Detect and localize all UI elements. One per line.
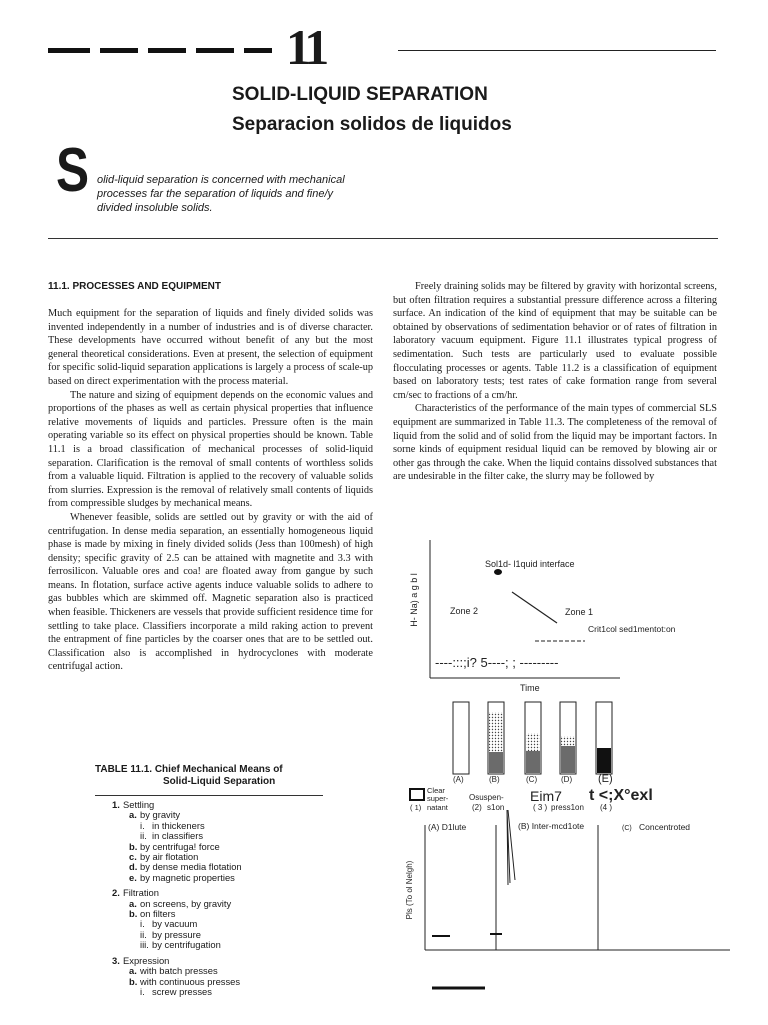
table-item-label: b. — [129, 975, 138, 987]
table-item-text: in classifiers — [152, 830, 204, 842]
table-item-label: i. — [140, 819, 145, 831]
table-item-text: by air flotation — [140, 851, 199, 863]
cylinder-label-d: (D) — [561, 775, 573, 784]
left-column — [48, 307, 373, 674]
table-item-label: 3. — [112, 954, 120, 966]
chapter-subtitle: Separacion solidos de liquidos — [232, 114, 512, 135]
intro-rule — [48, 238, 718, 239]
table-item-text: Expression — [123, 954, 170, 966]
table-item-text: on screens, by gravity — [140, 897, 232, 909]
table-item-text: in thickeners — [152, 819, 205, 831]
table-item-label: b. — [129, 908, 138, 920]
table-item — [112, 940, 312, 950]
cylinder-b-sediment — [489, 752, 503, 773]
panel-c-label: Concentroted — [639, 822, 691, 832]
table-item-label: c. — [129, 851, 137, 863]
top-plot-ylabel: H- Na) a g b l — [409, 573, 419, 627]
table-list — [112, 800, 312, 997]
table-item-label: i. — [140, 918, 145, 930]
paragraph: Much equipment for the separation of liquids and finely divided solids was invented independently in a number of industries and is of diverse character. These developments have occurred without benefit of any but the most general theoretical considerations. Even at present, the selection of equipment for specific solid-liquid separation applications is largely a process of scale-up based on direct experimentation with the process material. — [48, 308, 373, 387]
table-item-text: by magnetic properties — [140, 871, 235, 883]
header-dash — [148, 48, 186, 53]
section-heading: 11.1. PROCESSES AND EQUIPMENT — [48, 281, 222, 292]
top-plot-xlabel: Time — [520, 683, 540, 693]
table-item-text: by gravity — [140, 809, 181, 821]
legend-3b: press1on — [551, 803, 584, 812]
cylinder-c-sediment — [526, 751, 540, 773]
figure-svg — [395, 530, 735, 1020]
legend-3n: ( 3 ) — [533, 803, 548, 812]
cylinder-a-fill — [454, 705, 468, 773]
table-rule — [95, 795, 323, 796]
legend-4a: t <;X°exl — [589, 787, 653, 804]
cylinder-label-a: (A) — [453, 775, 464, 784]
table-item-text: by pressure — [152, 928, 201, 940]
panel-b-label: (B) Inter-mcd1ote — [518, 821, 585, 831]
table-item-label: d. — [129, 861, 138, 873]
table-item-text: by vacuum — [152, 918, 198, 930]
legend-4n: (4 ) — [600, 803, 612, 812]
paragraph: Characteristics of the performance of the main types of commercial SLS equipment are summarized in Table 11.3. The completeness of the removal of liquid from the solid and of solid from the liquid may be important factors. In sorne kinds of equipment residual liquid can be removed by blowing air or other gas through the cake. When the liquid contains dissolved substances that are undesirable in the filter cake, the slurry may be followed by — [393, 403, 717, 483]
cylinder-b-fill — [489, 724, 503, 752]
table-item-label: i. — [140, 985, 145, 997]
table-item-text: Filtration — [123, 887, 159, 899]
table-caption-line2: Solid-Liquid Separation — [163, 776, 276, 787]
critical-sed-label: Crit1col sed1mentot:on — [588, 624, 676, 634]
table-caption — [95, 764, 283, 788]
cylinder-b-fill — [489, 712, 503, 724]
table-item — [112, 873, 312, 883]
drop-cap: S — [56, 136, 90, 205]
right-column — [393, 280, 717, 484]
table-item-label: 2. — [112, 887, 120, 899]
header-dash — [196, 48, 234, 53]
interface-marker — [494, 569, 502, 575]
cylinder-e-sediment — [597, 748, 611, 773]
interface-label: Sol1d- l1quid interface — [485, 559, 575, 569]
paragraph: Whenever feasible, solids are settled out by gravity or with the aid of centrifugation. In dense media separation, an essentially homogeneous liquid phase is made by mixing in finely divided solids (Jess than 100mesh) of high density; specific gravity of 2.5 can be attained with magnetite and 3.3 with ferrosilicon. Valuable ores and coa! are floated away from gangue by such means. In flotation, surface active agents induce valuable solids to adhere to gas bubbles which are skimmed off. Magnetic separation also is practiced when feasible. Thickeners are vessels that provide sufficient residence time for settling to take place. Classifiers incorporate a mild raking action to prevent the entrapment of fine particles by the coarser ones that are to be settled out. Classification also is accomplished in hydrocyclones with moderate centrifugal action. — [48, 511, 373, 673]
zone1-label: Zone 1 — [565, 607, 594, 617]
paragraph: The nature and sizing of equipment depends on the economic values and proportions of the phases as well as certain physical properties that influence relative movements of liquids and particles. Pressure often is the main operating variable so its effect on physical properties should be known. Table 11.1 is a broad classification of mechanical processes of solid-liquid separation. Clarification is the removal of small contents of worthless solids from a valuable liquid. Filtration is applied to the recovery of valuable solids from slurries. Expression is the removal of relatively small contents of liquids from compressible sludges by mechanical means. — [48, 389, 373, 510]
paragraph: Freely draining solids may be filtered by gravity with horizontal screens, but often filtration requires a substantial pressure difference across a filtering surface. An indication of the kind of equipment that may be suitable can be obtained by observations of sedimentation behavior or of rates of filtration in laboratory vacuum equipment. Figure 11.1 illustrates typical progress of sedimentation. Such tests are particularly used to evaluate possible flocculating processes or agents. Table 11.2 is a classification of equipment based on laboratory tests; test rates of cake formation range from several cm/sec to fractions of a cm/hr. — [393, 281, 717, 401]
legend-1n: ( 1) — [410, 803, 422, 812]
legend-3a: Eim7 — [530, 788, 562, 804]
settling-curve — [512, 592, 557, 623]
table-item-text: Settling — [123, 799, 155, 810]
legend-1b: super- — [427, 794, 449, 803]
table-item-label: e. — [129, 871, 137, 883]
table-item-text: screw presses — [152, 985, 212, 997]
table-item-text: with batch presses — [140, 965, 218, 977]
zone2-label: Zone 2 — [450, 606, 479, 616]
table-item-label: 1. — [112, 799, 120, 810]
legend-2b: s1on — [487, 803, 505, 812]
header-dash — [100, 48, 138, 53]
cylinder-label-b: (B) — [489, 775, 500, 784]
table-item-text: by centrifugation — [152, 939, 221, 951]
cylinder-label-e: (E) — [598, 773, 613, 785]
legend-2n: (2) — [472, 803, 482, 812]
table-item-label: a. — [129, 809, 137, 821]
table-item-label: a. — [129, 897, 137, 909]
legend-swatch-1 — [410, 789, 424, 800]
table-caption-line1: TABLE 11.1. Chief Mechanical Means of — [95, 764, 283, 775]
table-item-label: ii. — [140, 830, 147, 842]
table-item-label: ii. — [140, 928, 147, 940]
table-item-label: a. — [129, 965, 137, 977]
panel-a-label: (A) D1lute — [428, 822, 467, 832]
cylinder-d-fill — [561, 736, 575, 746]
table-item — [112, 987, 312, 997]
legend-2a: Osuspen- — [469, 793, 504, 802]
table-item-text: with continuous presses — [140, 975, 241, 987]
cylinder-d-sediment — [561, 746, 575, 773]
legend-1a: Clear — [427, 786, 445, 795]
cylinders — [453, 702, 612, 774]
header-dash — [48, 48, 90, 53]
garbled-text: ----:::;i? 5----; ; --------- — [435, 655, 559, 670]
cylinder-label-c: (C) — [526, 775, 538, 784]
cylinder-c-fill — [526, 733, 540, 751]
header-dash — [244, 48, 272, 53]
table-item-text: by dense media flotation — [140, 861, 242, 873]
legend-1c: natant — [427, 803, 448, 812]
table-item-text: on filters — [140, 908, 176, 920]
panel-c-tag: (C) — [622, 825, 632, 832]
table-item-label: b. — [129, 840, 138, 852]
table-item-label: iii. — [140, 939, 149, 951]
chapter-title: SOLID-LIQUID SEPARATION — [232, 84, 488, 105]
chapter-number: 11 — [286, 19, 326, 75]
table-item-text: by centrifuga! force — [140, 840, 220, 852]
sedimentation-figure — [395, 530, 735, 1020]
header-rule — [398, 50, 716, 51]
bottom-plot-ylabel: Pls (To ol Nelgh) — [405, 860, 414, 920]
intermediate-curve — [507, 810, 515, 885]
chapter-intro: olid-liquid separation is concerned with mechanical processes far the separation of liquids and fine/y divided insoluble solids. — [97, 174, 345, 214]
